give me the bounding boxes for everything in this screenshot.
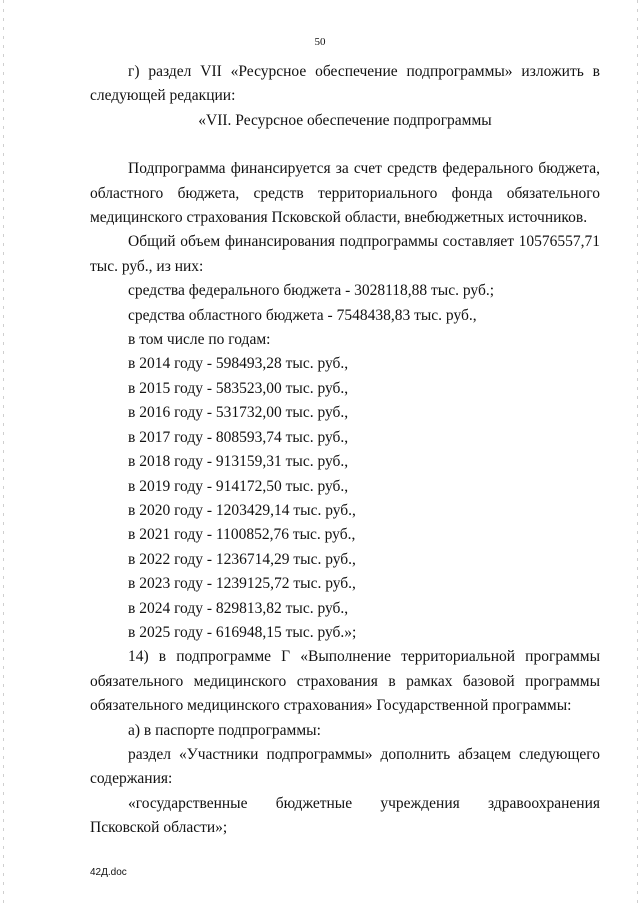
year-line: в 2016 году - 531732,00 тыс. руб.,: [128, 404, 349, 422]
year-line: в 2021 году - 1100852,76 тыс. руб.,: [128, 526, 356, 544]
year-line: в 2018 году - 913159,31 тыс. руб.,: [128, 453, 349, 471]
paragraph-total-volume: Общий объем финансирования подпрограммы составляет 10576557,71 тыс. руб., из них:: [90, 233, 600, 275]
footer-filename: 42Д.doc: [90, 867, 127, 878]
blank-line: [90, 133, 600, 157]
document-body: [90, 60, 600, 841]
line-federal-budget: средства федерального бюджета - 3028118,88 тыс. руб.;: [128, 282, 495, 300]
line-by-years: в том числе по годам:: [128, 331, 271, 349]
paragraph-passport: а) в паспорте подпрограммы:: [128, 721, 321, 739]
year-line: в 2025 году - 616948,15 тыс. руб.»;: [128, 623, 357, 641]
year-line: в 2015 году - 583523,00 тыс. руб.,: [128, 379, 349, 397]
page-number: 50: [314, 36, 326, 48]
paragraph-section-vii-intro: г) раздел VII «Ресурсное обеспечение подпрограммы» изложить в следующей редакции:: [90, 63, 600, 105]
scan-edge-left: [3, 0, 4, 905]
line-regional-budget: средства областного бюджета - 7548438,83 тыс. руб.,: [128, 306, 477, 324]
section-heading: «VII. Ресурсное обеспечение подпрограммы: [198, 111, 492, 129]
year-line: в 2023 году - 1239125,72 тыс. руб.,: [128, 575, 356, 593]
scan-edge-right: [637, 0, 638, 905]
paragraph-institutions: «государственные бюджетные учреждения здравоохранения Псковской области»;: [90, 794, 600, 837]
paragraph-financing-sources: Подпрограмма финансируется за счет средств федерального бюджета, областного бюджета, средств территориального фонда обязательного медицинского страхования Псковской области, внебюджетных источников.: [90, 160, 600, 227]
paragraph-participants: раздел «Участники подпрограммы» дополнить абзацем следующего содержания:: [90, 745, 600, 788]
year-line: в 2019 году - 914172,50 тыс. руб.,: [128, 477, 349, 495]
year-line: в 2022 году - 1236714,29 тыс. руб.,: [128, 550, 356, 568]
paragraph-subprogram-g: 14) в подпрограмме Г «Выполнение территориальной программы обязательного медицинского страхования в рамках базовой программы обязательного медицинского страхования» Государственной программы:: [90, 648, 600, 715]
year-line: в 2020 году - 1203429,14 тыс. руб.,: [128, 501, 356, 519]
year-line: в 2017 году - 808593,74 тыс. руб.,: [128, 428, 349, 446]
year-line: в 2014 году - 598493,28 тыс. руб.,: [128, 355, 349, 373]
year-line: в 2024 году - 829813,82 тыс. руб.,: [128, 599, 349, 617]
